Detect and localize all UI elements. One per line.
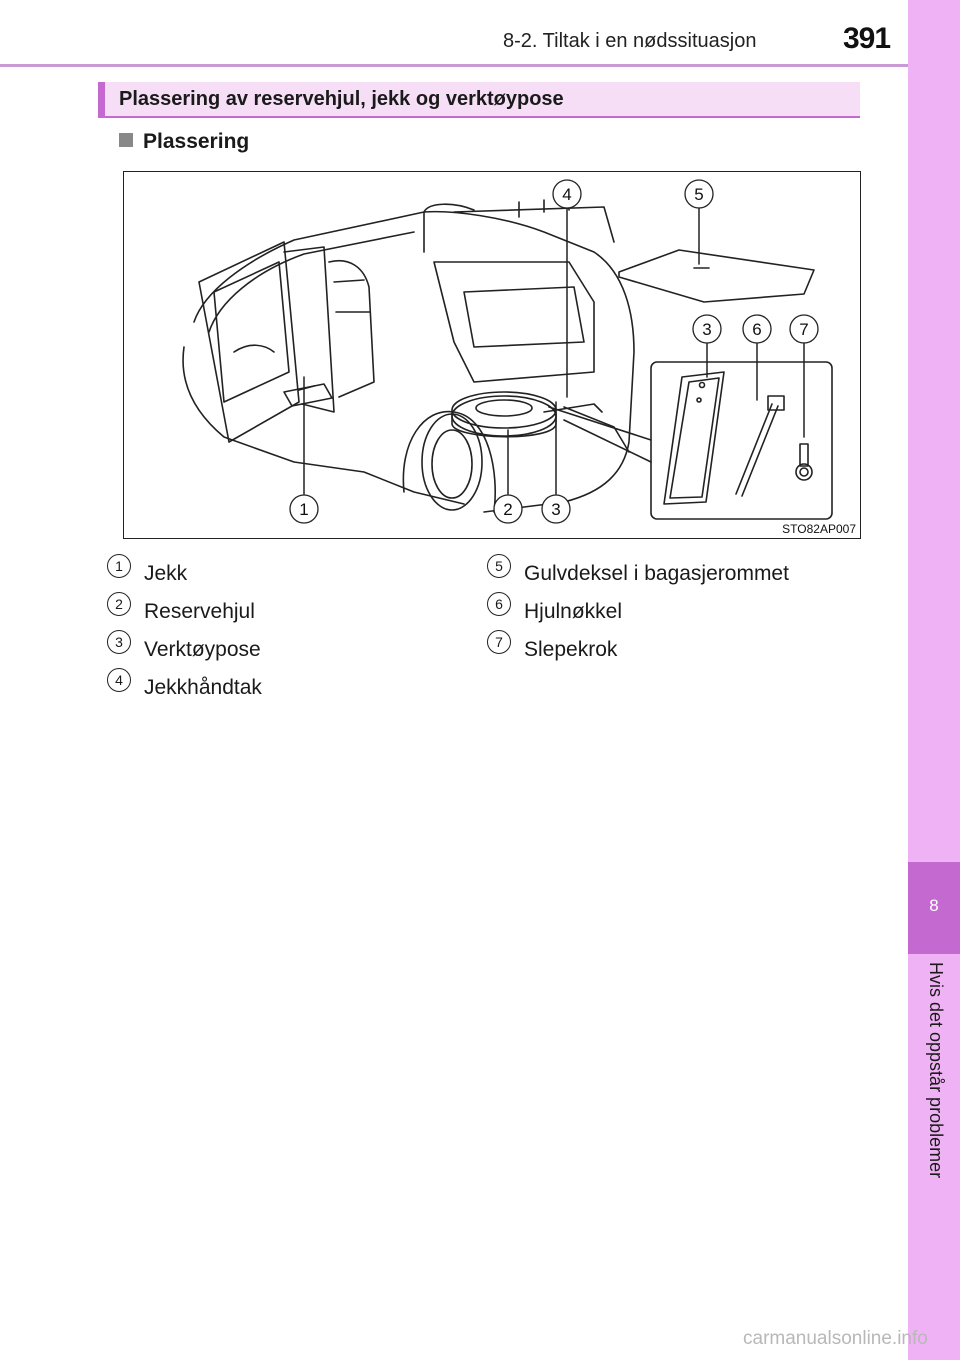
callout-7: 7 — [799, 320, 809, 339]
legend-label: Jekkhåndtak — [144, 676, 262, 699]
legend-number-badge: 5 — [487, 554, 511, 578]
section-title: Plassering av reservehjul, jekk og verktøypose — [119, 88, 564, 110]
legend-label: Slepekrok — [524, 638, 618, 661]
car-trunk-illustration — [124, 172, 859, 537]
watermark: carmanualsonline.info — [743, 1328, 928, 1349]
wheel-wrench — [736, 396, 784, 496]
tool-bag — [664, 372, 724, 504]
chapter-section-title: 8-2. Tiltak i en nødssituasjon — [503, 30, 757, 52]
callout-3-inset: 3 — [702, 320, 712, 339]
legend-label: Gulvdeksel i bagasjerommet — [524, 562, 789, 585]
page-number: 391 — [843, 22, 891, 55]
towing-hook — [796, 444, 812, 480]
legend-number-badge: 6 — [487, 592, 511, 616]
legend-label: Jekk — [144, 562, 188, 585]
tool-box-inset — [549, 362, 832, 519]
legend-label: Reservehjul — [144, 600, 255, 623]
callout-3: 3 — [551, 500, 561, 519]
spare-wheel — [452, 392, 556, 437]
callout-labels — [299, 185, 808, 519]
legend-number-badge: 4 — [107, 668, 131, 692]
square-bullet-icon — [119, 133, 133, 147]
jack — [284, 384, 332, 406]
chapter-number: 8 — [929, 896, 939, 915]
legend-number-badge: 7 — [487, 630, 511, 654]
figure-code: STO82AP007 — [782, 522, 856, 536]
callout-2: 2 — [503, 500, 513, 519]
legend-label: Verktøypose — [144, 638, 261, 661]
legend-number-badge: 1 — [107, 554, 131, 578]
legend-label: Hjulnøkkel — [524, 600, 623, 623]
legend-number-badge: 3 — [107, 630, 131, 654]
leader-lines — [304, 208, 804, 494]
floor-cover — [619, 250, 814, 302]
subheading — [119, 130, 249, 154]
callout-6: 6 — [752, 320, 762, 339]
subheading-text: Plassering — [143, 130, 250, 153]
section-header — [98, 82, 860, 118]
callout-5: 5 — [694, 185, 704, 204]
legend-number-badge: 2 — [107, 592, 131, 616]
chapter-title-vertical: Hvis det oppstår problemer — [926, 962, 946, 1179]
illustration-frame — [123, 171, 861, 539]
header-divider — [0, 64, 908, 67]
open-door — [199, 242, 374, 442]
callout-circles — [290, 180, 818, 523]
callout-4: 4 — [562, 185, 572, 204]
callout-1: 1 — [299, 500, 309, 519]
